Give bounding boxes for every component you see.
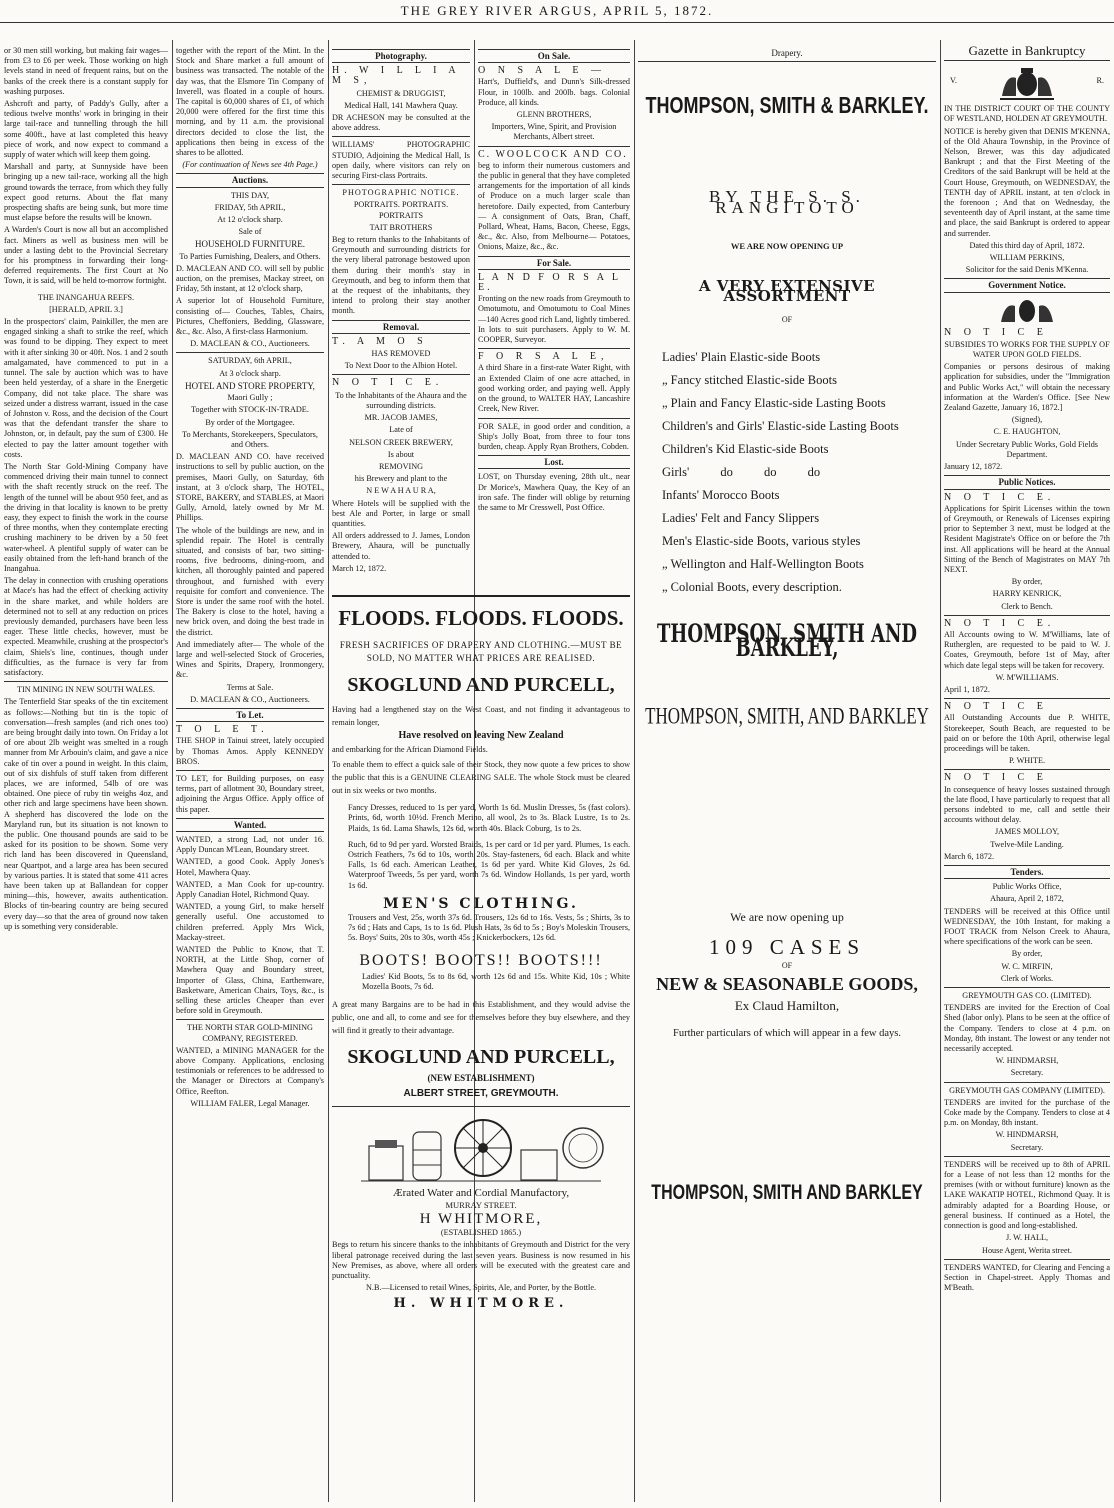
mens-clothing-heading: MEN'S CLOTHING. <box>383 895 579 912</box>
ad-body: All orders addressed to J. James, London Brewery, Ahaura, will be punctually attended to. <box>332 531 470 561</box>
ad-body: To enable them to effect a quick sale of their Stock, they now quote a few prices to show the public that this is a GENUINE CLEARING SALE. The whole Stock must be cleared out in six weeks or two months. <box>332 760 630 796</box>
tender-body: TENDERS are invited for the purchase of the Coke made by the Company. Tenders to close at 4 p.m. on Monday, 8th instant. <box>944 1097 1110 1128</box>
tender-signature: W. HINDMARSH, <box>995 1056 1059 1066</box>
section-heading-lost: Lost. <box>478 455 630 469</box>
divider <box>478 418 630 419</box>
ad-subtitle: PORTRAITS. PORTRAITS. PORTRAITS <box>353 200 449 220</box>
notice-body: All Accounts owing to W. M'Williams, late of Rutherglen, are requested to be paid to W. J. Coates, Greymouth, before 1st of May, after which date legal steps will be taken for recovery. <box>944 629 1110 670</box>
boots-item: Children's and Girls' Elastic-side Lasting Boots <box>662 418 899 433</box>
ad-subtitle: CHEMIST & DRUGGIST, <box>356 88 446 98</box>
sacrifices-line: FRESH SACRIFICES OF DRAPERY AND CLOTHING.—MUST BE SOLD, NO MATTER WHAT PRICES ARE REALISED. <box>339 640 623 663</box>
tender-office: Public Works Office, <box>992 882 1062 892</box>
ad-body: Where Hotels will be supplied with the best Ale and Porter, in large or small quantities. <box>332 498 470 528</box>
section-heading-photography: Photography. <box>332 49 470 63</box>
gazette-heading: Gazette in Bankruptcy <box>968 46 1086 58</box>
boots-item: „ Colonial Boots, every description. <box>662 579 842 594</box>
tender-body: TENDERS WANTED, for Clearing and Fencing a Section in Chapel-street. Apply Thomas and M'Beath. <box>944 1262 1110 1293</box>
boots-item: „ Wellington and Half-Wellington Boots <box>662 556 864 571</box>
auction-time: At 12 o'clock sharp. <box>217 215 283 225</box>
notice-role: Clerk to Bench. <box>1001 601 1053 611</box>
tsb-banner-1: THOMPSON, SMITH & BARKLEY. <box>645 92 929 119</box>
notice-date: March 6, 1872. <box>944 851 995 861</box>
divider <box>332 374 470 375</box>
notice-signature: W. M'WILLIAMS. <box>995 672 1059 682</box>
boots-list <box>638 350 936 594</box>
auction-date: SATURDAY, 6th APRIL, <box>208 356 292 366</box>
section-heading-drapery: Drapery. <box>771 48 803 58</box>
notice-body: NOTICE is hereby given that DENIS M'KENNA, of the Old Ahaura Township, in the Province of Nelson, Brewer, was this day adjudicated Bankrupt ; and that the First Meeting of the Creditors of the said Bankrupt will be held at the Court House, Greymouth, on WEDNESDAY, the TENTH day of APRIL instant, at ten o'clock in the forenoon ; And that on Wednesday, the seventeenth day of April instant, at the same time and place, the said Bankrupt is ordered to appear and surrender. <box>944 126 1110 238</box>
divider <box>944 1156 1110 1157</box>
auction-signature: D. MACLEAN & CO., Auctioneers. <box>190 694 310 704</box>
company-title: THE NORTH STAR GOLD-MINING COMPANY, REGISTERED. <box>187 1023 313 1043</box>
divider <box>944 698 1110 699</box>
divider <box>332 184 470 185</box>
section-heading-tolet: To Let. <box>176 708 324 722</box>
wanted-ad: WANTED the Public to Know, that T. NORTH, at the Little Shop, corner of Mawhera Quay and Boundary street, Importer of Glass, China, Earthenware, Basketware, American Chairs, Toys, &c., is selling these articles Cheaper than ever before sold in Greymouth. <box>176 945 324 1016</box>
wanted-ad: WANTED, a good Cook. Apply Jones's Hotel, Mawhera Quay. <box>176 857 324 877</box>
notice-date: April 1, 1872. <box>944 684 990 694</box>
boots-item: „ Plain and Fancy Elastic-side Lasting Boots <box>662 395 886 410</box>
divider <box>332 595 630 597</box>
tender-role: House Agent, Werita street. <box>982 1245 1072 1255</box>
ad-text: Late of <box>389 425 413 435</box>
ad-title: PHOTOGRAPHIC NOTICE. <box>342 188 460 198</box>
tender-signature: W. C. MIRFIN, <box>1001 961 1053 971</box>
whitmore-name: H WHITMORE, <box>419 1211 543 1228</box>
skoglund-name: SKOGLUND AND PURCELL, <box>347 1046 615 1069</box>
section-heading-forsale: For Sale. <box>478 256 630 270</box>
ad-body: A great many Bargains are to be had in this Establishment, and they would advise the public, one and all, to come and see for themselves before they buy elsewhere, and they will find it greatly to their advantage. <box>332 1000 630 1036</box>
auction-body: D. MACLEAN AND CO. have received instructions to sell by public auction, on the premises, Maori Gully, on Saturday, 6th instant, at 3 o'clock sharp, The HOTEL, STORE, BAKERY, and STABLES, at Maori Gully, Arnold, lately owned by Mr M. Phillips. <box>176 452 324 523</box>
notice-body: Companies or persons desirous of making application for subsidies, under the "Immigration and Public Works Act," will obtain the necessary information at the Warden's Office. [See New Zealand Gazette, January 16, 1872.] <box>944 362 1110 413</box>
divider <box>944 987 1110 988</box>
ad-subtitle: To the Inhabitants of the Ahaura and the surrounding districts. <box>335 390 467 410</box>
wanted-ad: WANTED, a young Girl, to make herself generally useful. One accustomed to children preferred. Apply Mrs Wick, Mackay-street. <box>176 902 324 942</box>
notice-date: Dated this third day of April, 1872. <box>969 240 1085 250</box>
auction-audience: To Parties Furnishing, Dealers, and Others. <box>179 251 321 261</box>
wanted-ad: WANTED, a Man Cook for up-country. Apply Canadian Hotel, Richmond Quay. <box>176 879 324 900</box>
section-heading-wanted: Wanted. <box>176 818 324 832</box>
divider <box>944 1259 1110 1260</box>
notice-body: In consequence of heavy losses sustained through the late flood, I have particularly to request that all persons indebted to me, call and settle their accounts without delay. <box>944 784 1110 825</box>
ad-body: Begs to return his sincere thanks to the inhabitants of Greymouth and District for the very liberal patronage received during the last seven years. Business is now resumed in his New Premises, as above, where all orders will be executed with the greatest care and punctuality. <box>332 1240 630 1281</box>
address-line: ALBERT STREET, GREYMOUTH. <box>403 1088 559 1100</box>
licensed-line: N.B.—Licensed to retail Wines, Spirits, Ale, and Porter, by the Bottle. <box>366 1283 596 1293</box>
notice-signature: P. WHITE. <box>1008 756 1045 766</box>
boots-heading: BOOTS! BOOTS!! BOOTS!!! <box>359 951 603 969</box>
tender-body: TENDERS will be received up to 8th of APRIL for a Lease of not less than 12 months for the premises (with or without furniture) known as the LAKE WAKATIP HOTEL, Richmond Quay. It is admirably adapted for a Boarding House, or general business. If continued as a Hotel, the connection is good and long-established. <box>944 1159 1110 1231</box>
boots-item: Ladies' Felt and Fancy Slippers <box>662 510 820 525</box>
notice-signature: HARRY KENRICK, <box>992 589 1062 599</box>
notice-signature: C. E. HAUGHTON, <box>993 427 1061 437</box>
section-heading-public-notices: Public Notices. <box>944 475 1110 489</box>
ship-line: Ex Claud Hamilton, <box>734 998 840 1014</box>
tender-signature: W. HINDMARSH, <box>995 1130 1059 1140</box>
ad-name: N E W A H A U R A, <box>366 486 436 496</box>
column-ads-3 <box>332 46 470 588</box>
ad-address: To Next Door to the Albion Hotel. <box>344 361 458 371</box>
news-paragraph: The North Star Gold-Mining Company have commenced driving their main tunnel to connect with the shaft recently struck on the reef. The length of the tunnel will be about 950 feet, and as the driving in that locality is known to be pretty easy, they expect to finish the work in the course of three months, when they contemplate erecting crushing machinery to be driven by a 50 feet water-wheel. A plentiful supply of water can be easily obtained from the left-hand branch of the Inangahua. <box>4 461 168 573</box>
ad-body: WILLIAMS' PHOTOGRAPHIC STUDIO, Adjoining the Medical Hall, Is open daily, where visitors can rely on securing First-class Portraits. <box>332 140 470 181</box>
divider <box>944 769 1110 770</box>
price-list: Fancy Dresses, reduced to 1s per yard, Worth 1s 6d. Muslin Dresses, 5s (fast colors). Prints, 6d, worth 10½d. French Merino, all wool, 2s to 3s. Black Lustre, 1s to 2s. Plaids, 1s 6d. Lama Shawls, 12s 6d, worth 40s. Black Coburg, 1s to 2s. <box>348 803 630 833</box>
price-list: Ruch, 6d to 9d per yard. Worsted Braids, 1s per card or 1d per yard. Plumes, 1s each. Ostrich Feathers, 7s 6d to 10s, worth 20s. Stay-fasteners, 6d each. Black and white Falls, 1s 6d each. American Leather, 1s 6d per yard. White Kid Gloves, 2s 6d. Waterproof Tweeds, 5s per yard, worth 7s 6d. Window Hollands, 1s per yard, worth 1s 6d. <box>348 839 630 890</box>
notice-signed: (Signed), <box>1011 415 1043 425</box>
notice-role: Solicitor for the said Denis M'Kenna. <box>965 265 1089 275</box>
ad-name: TAIT BROTHERS <box>369 222 433 232</box>
notice-signature: JAMES MOLLOY, <box>995 827 1059 837</box>
auction-body: D. MACLEAN AND CO. will sell by public auction, on the premises, Mackay street, on Friday, 5th instant, at 12 o'clock sharp, <box>176 263 324 294</box>
auction-list: A superior lot of Household Furniture, consisting of— Couches, Tables, Chairs, Pictures, Cheffoniers, Bedding, Glassware, &c., &c. Also, A first-class Harmonium. <box>176 296 324 337</box>
tolet-title: T O L E T. <box>176 724 269 736</box>
boots-item: Ladies' Plain Elastic-side Boots <box>662 349 821 364</box>
company-body: WANTED, a MINING MANAGER for the above Company. Applications, enclosing testimonials or references to be addressed to the Manager or Directors at Company's Office, Reefton. <box>176 1045 324 1096</box>
ad-body: DR ACHESON may be consulted at the above address. <box>332 113 470 133</box>
auction-with: Together with STOCK-IN-TRADE. <box>191 405 309 415</box>
news-paragraph: Marshall and party, at Sunnyside have been bringing up a new tail-race, working all the high ground towards the terrace, from which they fully expect good returns. About the flat many prospecting shafts are being sunk, but more time must elapse before the results will be known. <box>4 162 168 223</box>
news-paragraph: The delay in connection with crushing operations at Mace's has had the effect of checking activity in the share market, and while holders are determined not to sell at any reduction on prices previously demanded, purchasers have been less eager. These little checks, however, must be expected. Meanwhile, crushing at the prospector's claim, Shiels's line, continues, though under difficulties, as the furnace is very far from satisfactory. <box>4 576 168 677</box>
boots-item: „ Fancy stitched Elastic-side Boots <box>662 372 837 387</box>
ad-name: MR. JACOB JAMES, <box>364 413 438 423</box>
ad-title: L A N D F O R S A L E. <box>478 271 621 294</box>
tsb-banner-2: THOMPSON, SMITH AND BARKLEY, <box>656 619 918 663</box>
tolet-ad: TO LET, for Building purposes, on easy terms, part of allotment 30, Boundary street, adjoining the Argus Office. Apply office of this paper. <box>176 774 324 814</box>
tender-body: TENDERS are invited for the Erection of Coal Shed (labor only). Plans to be seen at the office of the Company. Tenders to close at 4 p.m. on Monday, 8th instant. The lowest or any tender not necessarily accepted. <box>944 1003 1110 1054</box>
column-news-1 <box>4 46 168 1502</box>
article-source: [HERALD, APRIL 3.] <box>49 304 123 314</box>
tender-signature: J. W. HALL, <box>1005 1233 1049 1243</box>
ad-body: Having had a lengthened stay on the West Coast, and not finding it advantageous to remain longer, <box>332 705 630 727</box>
ad-subtitle: HAS REMOVED <box>371 349 431 359</box>
boots-item: Infants' Morocco Boots <box>662 487 780 502</box>
continuation-note: (For continuation of News see 4th Page.) <box>182 160 318 170</box>
notice-title: N O T I C E <box>944 326 1048 338</box>
auction-title: HOTEL AND STORE PROPERTY, <box>185 380 315 391</box>
ad-body: LOST, on Thursday evening, 28th ult., near Dr Morice's, Mawhera Quay, the Key of an iron safe. The finder will oblige by returning the same to Mr Cresswell, Post Office. <box>478 472 630 512</box>
notice-title: N O T I C E <box>944 701 1048 713</box>
tender-title: GREYMOUTH GAS CO. (LIMITED). <box>962 991 1092 1001</box>
divider <box>4 681 168 682</box>
aerated-water-machinery-illustration <box>351 1110 611 1186</box>
skoglund-purcell-ad <box>332 592 630 1502</box>
news-paragraph: Ashcroft and party, of Paddy's Gully, after a tedious twelve months' work in bringing in their large tail-race and tunnelling through the hill some 400ft., have at last completed this heavy piece of work, and now expect to command a supply of water which will keep them going. <box>4 99 168 160</box>
auction-terms: Terms at Sale. <box>226 682 274 692</box>
section-heading-auctions: Auctions. <box>176 173 324 187</box>
ad-title: C. WOOLCOCK AND CO. <box>478 148 628 160</box>
divider <box>478 348 630 349</box>
tender-order: By order, <box>1011 949 1043 959</box>
tolet-body: THE SHOP in Tainui street, lately occupied by Thomas Amos. Apply KENNEDY BROS. <box>176 736 324 766</box>
tender-role: Secretary. <box>1010 1068 1044 1078</box>
divider <box>944 60 1110 61</box>
masthead: THE GREY RIVER ARGUS, APRIL 5, 1872. <box>400 3 714 18</box>
ad-body: Beg to return thanks to the Inhabitants of Greymouth and surrounding districts for the very liberal patronage bestowed upon them during their month's stay in Greymouth, and beg to inform them that at the request of the inhabitants, they intend to prolong their stay another month. <box>332 235 470 316</box>
column-rule <box>634 40 635 1502</box>
tender-title: GREYMOUTH GAS COMPANY (LIMITED). <box>949 1085 1105 1095</box>
divider <box>332 1106 630 1107</box>
ad-text: his Brewery and plant to the <box>354 474 448 484</box>
ad-title: T. A M O S <box>332 335 428 347</box>
column-rule <box>172 40 173 1502</box>
notice-signature: WILLIAM PERKINS, <box>989 253 1065 263</box>
auction-title: HOUSEHOLD FURNITURE. <box>195 239 305 250</box>
address-line: MURRAY STREET. <box>445 1199 517 1210</box>
auction-sale-of: Sale of <box>238 227 262 237</box>
skoglund-name: SKOGLUND AND PURCELL, <box>347 674 615 696</box>
floods-heading: FLOODS. FLOODS. FLOODS. <box>338 606 624 630</box>
column-drapery <box>638 46 936 1502</box>
article-heading: TIN MINING IN NEW SOUTH WALES. <box>17 685 155 695</box>
boots-item: Men's Elastic-side Boots, various styles <box>662 533 861 548</box>
ad-body: Fronting on the new roads from Greymouth to Omotumotu, and Omotumotu to Coal Mines—140 Acres good rich Land, lightly timbered. In lots to suit purchasers. Apply to W. M. COOPER, Surveyor. <box>478 294 630 345</box>
ad-title: O N S A L E — <box>478 65 606 77</box>
of-line: OF <box>781 315 793 325</box>
further-line: Further particulars of which will appear in a few days. <box>672 1028 901 1040</box>
tender-body: TENDERS will be received at this Office until WEDNESDAY, the 10th Instant, for making a FOOT TRACK from Nelson Creek to Ahaura, where specifications of the work can be seen. <box>944 906 1110 947</box>
wanted-ad: WANTED, a strong Lad, not under 16. Apply Duncan M'Lean, Boundary street. <box>176 835 324 855</box>
auction-signature: D. MACLEAN & CO., Auctioneers. <box>190 339 310 349</box>
notice-date: January 12, 1872. <box>944 462 1003 472</box>
tender-role: Clerk of Works. <box>1000 973 1054 983</box>
ad-text: REMOVING <box>378 461 424 471</box>
notice-role: Under Secretary Public Works, Gold Fields Department. <box>956 439 1098 459</box>
ad-body: beg to inform their numerous customers and the public in general that they have completed arrangements for the importation of all kinds of Produce on a much larger scale than heretofore. Daily expected, from Canterbury— A consignment of Oats, Bran, Chaff, Pollard, Wheat, Hams, Bacon, Cheese, Eggs, &c., &c. Also, from Melbourne— Potatoes, Onions, Maize, &c., &c. <box>478 160 630 252</box>
notice-title: N O T I C E. <box>944 617 1056 629</box>
ad-name: NELSON CREEK BREWERY, <box>349 437 453 447</box>
price-list: Ladies' Kid Boots, 5s to 8s 6d, worth 12s 6d and 15s. White Kid, 10s ; White Mozella Boots, 7s 6d. <box>362 971 630 992</box>
boots-item: Girls' do do do <box>662 464 821 479</box>
aerated-heading: Ærated Water and Cordial Manufactory, <box>392 1186 570 1199</box>
court-heading: IN THE DISTRICT COURT OF THE COUNTY OF WESTLAND, HOLDEN AT GREYMOUTH. <box>944 104 1110 124</box>
column-news-2 <box>176 46 324 1502</box>
vr-letter: R. <box>1096 76 1104 86</box>
ad-date: March 12, 1872. <box>332 563 387 573</box>
notice-order: By order, <box>1011 577 1043 587</box>
boots-item: Children's Kid Elastic-side Boots <box>662 441 829 456</box>
rangitoto-heading: BY THE S. S. RANGITOTO <box>709 187 865 217</box>
of-line: OF <box>781 960 793 970</box>
established-line: (ESTABLISHED 1865.) <box>440 1228 522 1238</box>
goods-heading: NEW & SEASONABLE GOODS, <box>656 973 918 994</box>
news-paragraph: or 30 men still working, but making fair wages—from £3 to £6 per week. Those working on high levels stand in need of frequent rains, but on the banks of the creek there is a constant supply for washing purposes. <box>4 46 168 96</box>
notice-body: All Outstanding Accounts due P. WHITE, Storekeeper, South Beach, are requested to be paid on or before the 10th April, otherwise legal proceedings will be taken. <box>944 713 1110 753</box>
government-crest <box>997 296 1057 326</box>
divider <box>638 61 936 62</box>
column-rule <box>940 40 941 1502</box>
news-paragraph: The Tenterfield Star speaks of the tin excitement as follows:—Nothing but tin is the topic of conversation—fresh samples (and rich ones too) are being brought daily into town. On Friday a lot of ore about 2lb weight was smelted in a rough manner from Mr Arbouin's claim, and gave a nice cake of tin over a pound in weight. In this claim, out of six dishfuls of stuff taken from different places, we are informed, 54lb of ore was obtained. One piece of ruby tin weighs 4oz, and other rich and large specimens have been shown. A shepherd has discovered the lode on the Maryland run, but its situation is not known to the public. One thousand pounds are said to be asked for its position to be shown. Some very rich land has been discovered in Queensland, near Quartpot, and a large area has been secured by various parties. It is stated that some 411 acres have been taken up at Ballandean for copper mining—this, however, awaits authentication. Blocks of tin-bearing country are being secured every day—so that the area of ground now taken up is something very considerable. <box>4 697 168 931</box>
new-establishment: (NEW ESTABLISHMENT) <box>427 1073 535 1084</box>
notice-body: Applications for Spirit Licenses within the town of Greymouth, or Renewals of Licenses expiring prior to September 3 next, must be lodged at the Resident Magistrate's Office on or before the 7th inst. All applications will be heard at the Annual Sitting of the Bench of Magistrates on MAY 7th NEXT. <box>944 503 1110 574</box>
article-heading: THE INANGAHUA REEFS. <box>37 292 135 302</box>
divider <box>944 1082 1110 1083</box>
whitmore-footer: H. WHITMORE. <box>393 1296 569 1312</box>
divider <box>176 770 324 771</box>
section-heading-government: Government Notice. <box>944 278 1110 292</box>
auction-details: The whole of the buildings are new, and in splendid repair. The Hotel is centrally situated, and consists of bar, two sitting-rooms, five bedrooms, dining-room, and kitchen, all thoroughly painted and papered throughout, and furnished with every requisite for comfort and convenience. The Store is under the same roof with the hotel. The Bakery is close to the hotel, having a new brick oven, and doing the best trade in the district. <box>176 525 324 637</box>
tsb-banner-3: THOMPSON, SMITH, AND BARKLEY <box>645 703 929 730</box>
divider <box>332 136 470 137</box>
ad-body: FOR SALE, in good order and condition, a Ship's Jolly Boat, from three to four tons burden, cheap. Apply Ryan Brothers, Cobden. <box>478 421 630 451</box>
news-paragraph: together with the report of the Mint. In the Stock and Share market a full amount of business was transacted. The notable of the day was, that the Elsmore Tin Company of Inverell, was floated in a couple of hours. The capital is 60,000 shares of £1, of which 20,000 were offered for the first time this morning, and by 11 a.m. the provisional directors decided to close the list, the applications then being in excess of the shares to be allotted. <box>176 46 324 158</box>
auction-order: By order of the Mortgagee. <box>205 417 295 427</box>
ad-text: Is about <box>387 449 415 459</box>
divider <box>478 146 630 147</box>
ad-title: H. W I L L I A M S, <box>332 65 461 87</box>
cases-heading: 109 CASES <box>708 935 866 960</box>
divider <box>176 352 324 353</box>
ad-title: N O T I C E. <box>332 377 444 389</box>
divider <box>944 615 1110 616</box>
resolved-line: Have resolved on leaving New Zealand <box>398 730 564 741</box>
tsb-banner-4: THOMPSON, SMITH AND BARKLEY <box>651 1182 923 1205</box>
opening-line: We are now opening up <box>730 910 844 925</box>
auction-day: THIS DAY, <box>230 190 270 200</box>
tender-date: Ahaura, April 2, 1872, <box>990 894 1064 904</box>
ad-body: and embarking for the African Diamond Fields. <box>332 745 488 755</box>
notice-title: N O T I C E. <box>944 491 1056 503</box>
assortment-heading: A VERY EXTENSIVE ASSORTMENT <box>698 277 876 306</box>
tender-role: Secretary. <box>1010 1142 1044 1152</box>
section-heading-onsale: On Sale. <box>478 49 630 63</box>
ad-subtitle: Importers, Wine, Spirit, and Provision Merchants, Albert street. <box>491 122 617 142</box>
ad-address: Medical Hall, 141 Mawhera Quay. <box>344 100 458 110</box>
vr-letter: V. <box>950 76 957 86</box>
masthead-rule <box>0 22 1114 23</box>
column-notices <box>944 46 1110 1502</box>
notice-title: N O T I C E <box>944 772 1048 784</box>
notice-subtitle: SUBSIDIES TO WORKS FOR THE SUPPLY OF WATER UPON GOLD FIELDS. <box>944 339 1110 360</box>
auction-place: Maori Gully ; <box>227 393 273 403</box>
price-list: Trousers and Vest, 25s, worth 37s 6d. Trousers, 12s 6d to 16s. Vests, 5s ; Shirts, 3s to 7s 6d ; Hats and Caps, 1s to 1s 6d. Plush Hats, 3s 6d to 5s ; Boy's Moleskin Trousers, 5s. Boys' Suits, 20s to 30s, worth 45s ; Knickerbockers, 12s 6d. <box>348 913 630 943</box>
ad-name: GLENN BROTHERS, <box>516 110 592 120</box>
ad-body: A third Share in a first-rate Water Right, with an Extended Claim of one acre attached, in good working order, and paying well. Apply on the ground, to WALTER HAY, Lancashire Creek, New River. <box>478 363 630 414</box>
royal-coat-of-arms <box>996 66 1058 102</box>
ad-body: Hart's, Duffield's, and Dunn's Silk-dressed Flour, in 100lb. and 200lb. bags. Colonial Produce, all kinds. <box>478 77 630 107</box>
section-heading-tenders: Tenders. <box>944 865 1110 879</box>
auction-after: And immediately after— The whole of the large and well-selected Stock of Groceries, Wines and Spirits, Drapery, Ironmongery, &c. <box>176 639 324 680</box>
news-paragraph: A Warden's Court is now all but an accomplished fact. Miners as well as business men will be under a lasting debt to the Provincial Secretary for his promptness in forwarding their long-deferred requirements. The first Court at No Town, it is said, will be held to-morrow fortnight. <box>4 225 168 286</box>
royal-arms-row <box>944 64 1110 104</box>
column-rule <box>328 40 329 1502</box>
column-ads-4 <box>478 46 630 588</box>
company-signature: WILLIAM FALER, Legal Manager. <box>190 1098 310 1108</box>
section-heading-removal: Removal. <box>332 320 470 334</box>
ad-title: F O R S A L E, <box>478 351 609 363</box>
notice-place: Twelve-Mile Landing. <box>990 839 1064 849</box>
auction-audience: To Merchants, Storekeepers, Speculators, and Others. <box>182 429 318 449</box>
divider <box>176 1019 324 1020</box>
auction-date: FRIDAY, 5th APRIL, <box>214 202 286 212</box>
news-paragraph: In the prospectors' claim, Painkiller, the men are engaged sinking a shaft to strike the reef, which was found to be dipping. They expect to meet with it after sinking 30 or 40ft. Nos. 1 and 2 south amalgamated, have commenced to put in a tunnel. The sale by auction which was to have been held yesterday, of a share in the Energetic Company, did not take place. The share was seized under a distress warrant, issued in the case of Johnston v. Ross, and the decision of the Court was that the defendant transfer the share to Johnston, or, in default, pay the sum of £300. He elected to pay the latter amount together with costs. <box>4 317 168 459</box>
auction-time: At 3 o'clock sharp. <box>219 368 281 378</box>
opening-line: WE ARE NOW OPENING UP <box>730 240 844 251</box>
